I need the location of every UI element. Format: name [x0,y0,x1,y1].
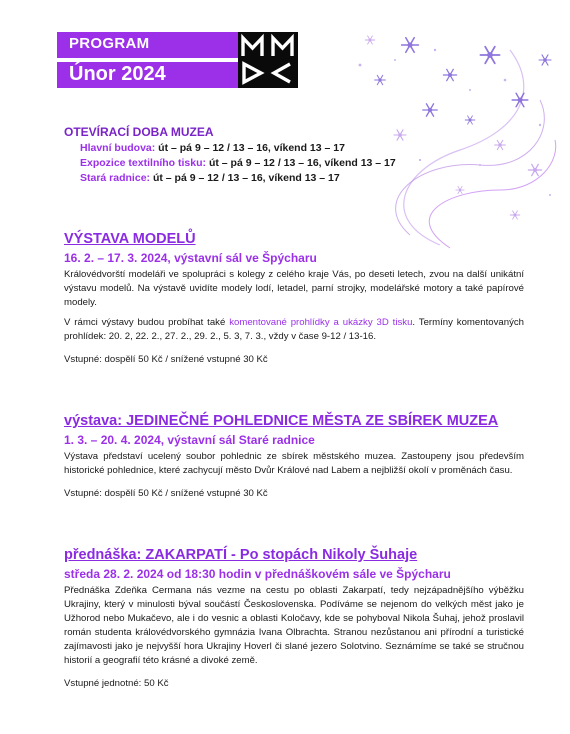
hours-row-value: út – pá 9 – 12 / 13 – 16, víkend 13 – 17 [155,142,345,154]
event-zakarpati-lecture [64,546,524,689]
event-date: 1. 3. – 20. 4. 2024, výstavní sál Staré radnice [64,433,315,447]
event-model-exhibition [64,230,524,365]
hours-row-value: út – pá 9 – 12 / 13 – 16, víkend 13 – 17 [206,157,396,169]
museum-logo-icon [238,32,298,88]
event-description: Přednáška Zdeňka Cermana nás vezme na cestu po oblasti Zakarpatí, tedy nejzápadnějšího výběžku Ukrajiny, který v minulosti býval součástí Československa. Podíváme se nejenom do velkých měst jako je Užhorod nebo Mukačevo, ale i do vesnic a oblasti Koločavy, kde se pohyboval Nikola Šuhaj, jehož proslavil román studenta královédvorského gymnázia Ivana Olbrachta. Stranou nezůstanou ani přírodní a turistické zajímavosti jako je nejvyšší hora Ukrajiny Hoverl či slané jezero Solotvino. Seznámíme se také se stručnou historií a geografií této krásné a divoké země. [64,585,524,666]
event-tours-info [64,316,524,344]
event-title: přednáška: ZAKARPATÍ - Po stopách Nikoly Šuhaje [64,547,418,563]
hours-row-label: Stará radnice: [80,172,151,184]
event-title: VÝSTAVA MODELŮ [64,231,196,247]
event-description: Výstava představí ucelený soubor pohlednic ze sbírek městského muzea. Zastoupeny jsou především historické pohlednice, které zachycují město Dvůr Králové nad Labem a nejbližší okolí v proměnách času. [64,451,524,476]
event-date: 16. 2. – 17. 3. 2024, výstavní sál ve Špýcharu [64,251,317,265]
month-label-box [57,62,239,88]
event-date: středa 28. 2. 2024 od 18:30 hodin v přednáškovém sále ve Špýcharu [64,567,451,581]
museum-logo [238,32,298,88]
program-label: PROGRAM [69,35,150,52]
month-label: Únor 2024 [69,63,166,85]
text-segment: V rámci výstavy budou probíhat také [64,317,230,328]
event-price: Vstupné jednotné: 50 Kč [64,678,169,689]
hours-row-value: út – pá 9 – 12 / 13 – 16, víkend 13 – 17 [150,172,340,184]
hours-row-label: Expozice textilního tisku: [80,157,207,169]
text-segment: . Termíny komentovaných prohlídek: 20. 2, 22. 2., 27. 2., 29. 2., 5. 3, 7. 3., vždy v čase 9-12 / 13-16. [64,317,524,342]
highlighted-text: komentované prohlídky a ukázky 3D tisku [229,317,413,328]
event-postcards-exhibition [64,412,524,499]
program-header [57,32,239,88]
opening-hours [64,125,504,186]
event-description: Královédvorští modeláři ve spolupráci s kolegy z celého kraje Vás, po deseti letech, zvou na další unikátní výstavu modelů. Na výstavě uvidíte modely lodí, letadel, parní strojky, modelářské motory a také papírové modely. [64,269,524,308]
program-label-box [57,32,239,58]
event-price: Vstupné: dospělí 50 Kč / snížené vstupné 30 Kč [64,354,268,365]
hours-row-label: Hlavní budova: [80,142,156,154]
event-title: výstava: JEDINEČNÉ POHLEDNICE MĚSTA ZE SBÍREK MUZEA [64,413,499,429]
hours-row-old-town-hall [64,171,504,186]
hours-row-textile-print [64,156,504,171]
hours-row-main-building [64,141,504,156]
opening-hours-title: OTEVÍRACÍ DOBA MUZEA [64,125,214,139]
event-price: Vstupné: dospělí 50 Kč / snížené vstupné 30 Kč [64,488,268,499]
